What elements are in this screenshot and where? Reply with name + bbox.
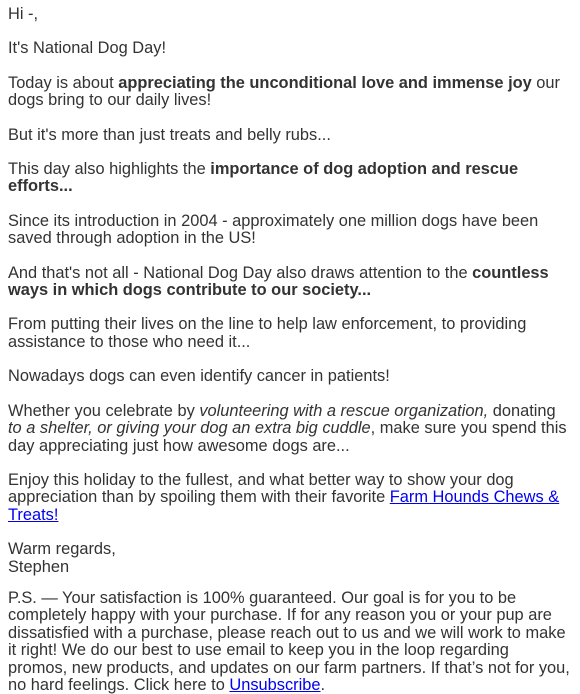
- enjoy-paragraph: [8, 472, 572, 524]
- greeting: Hi -,: [8, 5, 39, 23]
- whether-paragraph: [8, 403, 572, 455]
- today-text-bold: appreciating the unconditional love and immense joy: [118, 73, 532, 92]
- not-all-text-bold: countless ways in which dogs contribute to our society...: [8, 263, 549, 300]
- since-paragraph: Since its introduction in 2004 - approximately one million dogs have been saved through adoption in the US!: [8, 211, 539, 248]
- unsubscribe-link[interactable]: Unsubscribe: [229, 675, 321, 694]
- not-all-paragraph: [8, 265, 572, 300]
- whether-text-italic-2: to a shelter, or giving your dog an extra big cuddle: [8, 419, 371, 438]
- today-text-pre: Today is about: [8, 73, 119, 92]
- cancer-paragraph: Nowadays dogs can even identify cancer in patients!: [8, 367, 390, 386]
- highlights-text-bold: importance of dog adoption and rescue efforts...: [8, 160, 519, 196]
- whether-text-pre: Whether you celebrate by: [8, 401, 200, 420]
- enjoy-text-pre: Enjoy this holiday to the fullest, and what better way to show your dog appreciation than by spoiling them with their favorite: [8, 470, 514, 507]
- signoff-line-1: Warm regards,: [8, 540, 116, 559]
- treats-paragraph: But it's more than just treats and belly rubs...: [8, 125, 331, 144]
- highlights-text-pre: This day also highlights the: [8, 160, 211, 179]
- national-day-line: It's National Dog Day!: [8, 39, 167, 58]
- farm-hounds-link[interactable]: Farm Hounds Chews & Treats!: [8, 488, 560, 524]
- ps-text: P.S. — Your satisfaction is 100% guaranteed. Our goal is for you to be completely happy with your purchase. If for any reason you or your pup are dissatisfied with a purchase, please reach out to us and we will work to make it right! We do our best to use email to keep you in the loop regarding promos, new products, and updates on our farm partners. If that’s not for you, no hard feelings. Click here to: [8, 588, 570, 694]
- today-text-post: our dogs bring to our daily lives!: [8, 73, 560, 110]
- whether-text-mid: donating: [488, 401, 556, 420]
- law-paragraph: From putting their lives on the line to help law enforcement, to providing assistance to those who need it...: [8, 315, 527, 351]
- highlights-paragraph: [8, 161, 572, 196]
- signoff-name: Stephen: [8, 557, 70, 576]
- today-paragraph: [8, 75, 572, 110]
- signoff: [8, 541, 572, 576]
- whether-text-italic-1: volunteering with a rescue organization,: [199, 401, 489, 420]
- whether-text-post: , make sure you spend this day appreciating just how awesome dogs are...: [8, 419, 567, 455]
- ps-end: .: [320, 675, 326, 694]
- not-all-text-pre: And that's not all - National Dog Day also draws attention to the: [8, 263, 473, 282]
- ps-footer: [8, 590, 572, 694]
